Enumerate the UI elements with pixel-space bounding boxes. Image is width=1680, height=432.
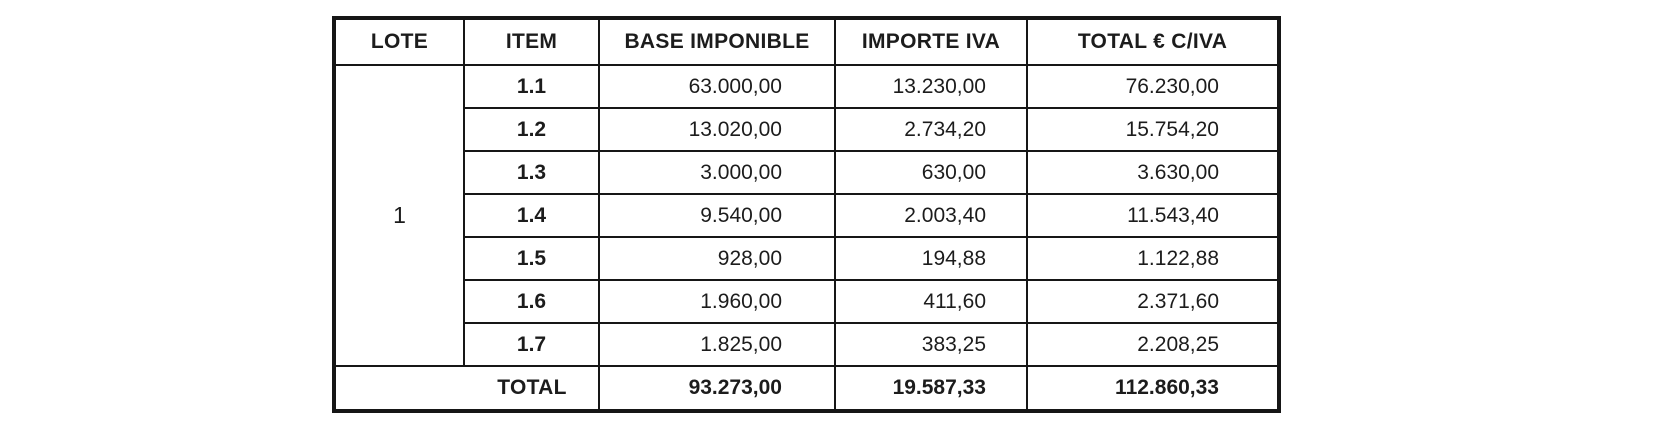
importe-iva-cell: 194,88 <box>835 237 1027 280</box>
base-imponible-cell: 13.020,00 <box>599 108 835 151</box>
importe-iva-cell: 411,60 <box>835 280 1027 323</box>
total-base-imponible-cell: 93.273,00 <box>599 366 835 411</box>
total-c-iva-cell: 15.754,20 <box>1027 108 1279 151</box>
item-cell: 1.1 <box>464 65 599 108</box>
column-header-importe-iva: IMPORTE IVA <box>835 18 1027 65</box>
item-cell: 1.2 <box>464 108 599 151</box>
table-row <box>334 151 1279 194</box>
item-cell: 1.6 <box>464 280 599 323</box>
base-imponible-cell: 63.000,00 <box>599 65 835 108</box>
table-row <box>334 194 1279 237</box>
header-row <box>334 18 1279 65</box>
importe-iva-cell: 13.230,00 <box>835 65 1027 108</box>
item-cell: 1.7 <box>464 323 599 366</box>
lote-cost-summary-table <box>332 16 1281 413</box>
column-header-base-imponible: BASE IMPONIBLE <box>599 18 835 65</box>
base-imponible-cell: 3.000,00 <box>599 151 835 194</box>
table-row <box>334 237 1279 280</box>
table-row <box>334 108 1279 151</box>
item-cell: 1.3 <box>464 151 599 194</box>
base-imponible-cell: 9.540,00 <box>599 194 835 237</box>
column-header-item: ITEM <box>464 18 599 65</box>
total-c-iva-sum-cell: 112.860,33 <box>1027 366 1279 411</box>
total-c-iva-cell: 1.122,88 <box>1027 237 1279 280</box>
total-row <box>334 366 1279 411</box>
importe-iva-cell: 630,00 <box>835 151 1027 194</box>
column-header-total-c-iva: TOTAL € C/IVA <box>1027 18 1279 65</box>
table-row <box>334 65 1279 108</box>
item-cell: 1.5 <box>464 237 599 280</box>
item-cell: 1.4 <box>464 194 599 237</box>
base-imponible-cell: 1.960,00 <box>599 280 835 323</box>
total-importe-iva-cell: 19.587,33 <box>835 366 1027 411</box>
importe-iva-cell: 2.734,20 <box>835 108 1027 151</box>
table-row <box>334 323 1279 366</box>
total-label-cell: TOTAL <box>334 366 599 411</box>
importe-iva-cell: 2.003,40 <box>835 194 1027 237</box>
base-imponible-cell: 928,00 <box>599 237 835 280</box>
column-header-lote: LOTE <box>334 18 464 65</box>
total-c-iva-cell: 3.630,00 <box>1027 151 1279 194</box>
base-imponible-cell: 1.825,00 <box>599 323 835 366</box>
total-c-iva-cell: 2.371,60 <box>1027 280 1279 323</box>
total-c-iva-cell: 2.208,25 <box>1027 323 1279 366</box>
lote-group-cell: 1 <box>334 65 464 366</box>
importe-iva-cell: 383,25 <box>835 323 1027 366</box>
table-row <box>334 280 1279 323</box>
total-c-iva-cell: 11.543,40 <box>1027 194 1279 237</box>
total-c-iva-cell: 76.230,00 <box>1027 65 1279 108</box>
